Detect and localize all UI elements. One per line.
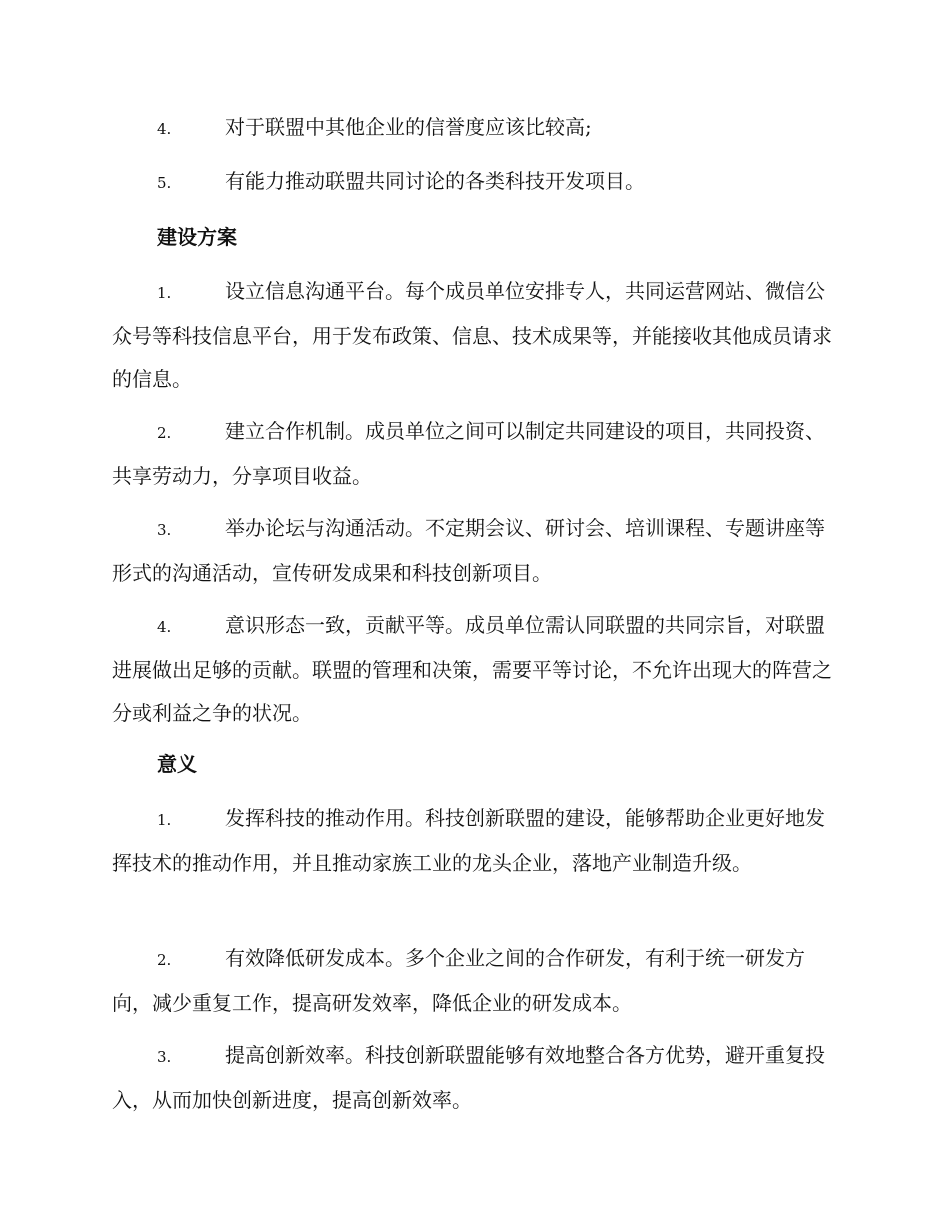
list-number: 1.	[157, 811, 172, 829]
list-item	[112, 507, 834, 595]
list-item	[112, 797, 834, 885]
list-text: 对于联盟中其他企业的信誉度应该比较高;	[225, 115, 592, 139]
list-number: 4.	[157, 120, 172, 138]
section-heading-meaning: 意义	[157, 752, 197, 776]
list-number: 4.	[157, 618, 172, 636]
section-heading-plan: 建设方案	[157, 225, 237, 249]
list-item	[112, 106, 834, 151]
list-item	[112, 160, 834, 205]
list-number: 2.	[157, 424, 172, 442]
list-number: 3.	[157, 1048, 172, 1066]
list-item	[112, 937, 834, 1025]
list-text: 举办论坛与沟通活动。不定期会议、研讨会、培训课程、专题讲座等形式的沟通活动，宣传研发成果和科技创新项目。	[112, 516, 825, 585]
list-text: 有能力推动联盟共同讨论的各类科技开发项目。	[225, 169, 645, 193]
list-number: 5.	[157, 174, 172, 192]
list-item	[112, 1034, 834, 1122]
list-text: 意识形态一致，贡献平等。成员单位需认同联盟的共同宗旨，对联盟进展做出足够的贡献。联盟的管理和决策，需要平等讨论，不允许出现大的阵营之分或利益之争的状况。	[112, 613, 832, 725]
list-text: 设立信息沟通平台。每个成员单位安排专人，共同运营网站、微信公众号等科技信息平台，用于发布政策、信息、技术成果等，并能接收其他成员请求的信息。	[112, 279, 832, 391]
list-number: 1.	[157, 284, 172, 302]
list-text: 建立合作机制。成员单位之间可以制定共同建设的项目，共同投资、共享劳动力，分享项目收益。	[112, 419, 825, 488]
list-text: 有效降低研发成本。多个企业之间的合作研发，有利于统一研发方向，减少重复工作，提高研发效率，降低企业的研发成本。	[112, 946, 805, 1015]
list-item	[112, 410, 834, 498]
list-text: 发挥科技的推动作用。科技创新联盟的建设，能够帮助企业更好地发挥技术的推动作用，并且推动家族工业的龙头企业，落地产业制造升级。	[112, 806, 825, 875]
list-item	[112, 604, 834, 735]
list-text: 提高创新效率。科技创新联盟能够有效地整合各方优势，避开重复投入，从而加快创新进度，提高创新效率。	[112, 1043, 825, 1112]
list-number: 2.	[157, 951, 172, 969]
list-number: 3.	[157, 521, 172, 539]
list-item	[112, 270, 834, 401]
